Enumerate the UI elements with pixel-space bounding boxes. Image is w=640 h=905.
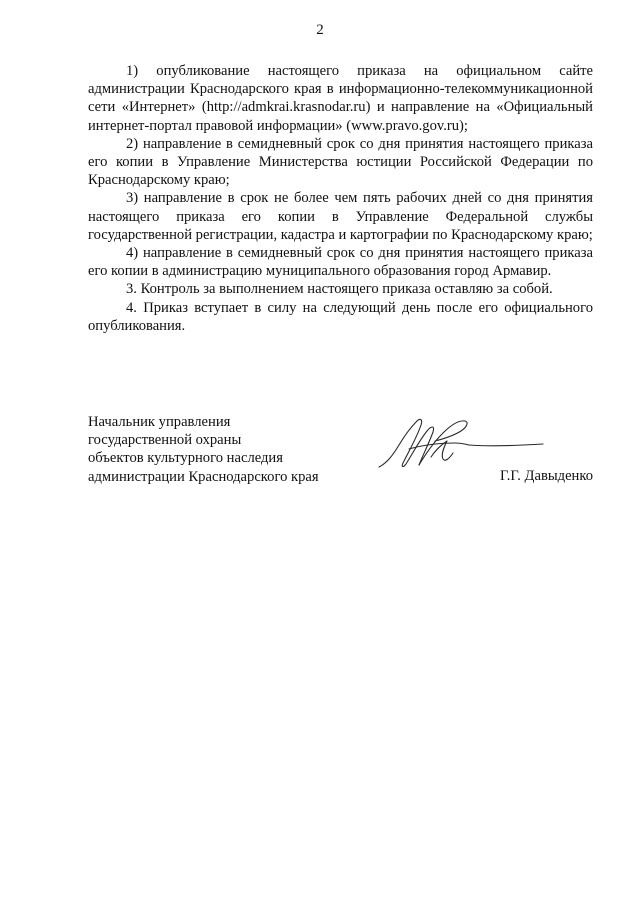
signature-block xyxy=(88,413,593,486)
paragraph-publication: 1) опубликование настоящего приказа на официальном сайте администрации Краснодарского края в информационно-телекоммуникационной сети «Интернет» (http://admkrai.krasnodar.ru) и направление на «Официальный интернет-портал правовой информации» (www.pravo.gov.ru); xyxy=(88,63,593,134)
paragraph-ministry-of-justice: 2) направление в семидневный срок со дня принятия настоящего приказа его копии в Управление Министерства юстиции Российской Федерации по Краснодарскому краю; xyxy=(88,135,593,189)
signer-name: Г.Г. Давыденко xyxy=(499,468,593,484)
paragraph-effective-date: 4. Приказ вступает в силу на следующий день после его официального опубликования. xyxy=(88,299,593,334)
order-body-text xyxy=(88,62,593,335)
signer-title-line: объектов культурного наследия xyxy=(88,450,283,467)
signer-title-line: администрации Краснодарского края xyxy=(88,468,319,485)
paragraph-control: 3. Контроль за выполнением настоящего приказа оставляю за собой. xyxy=(126,281,553,298)
paragraph-armavir: 4) направление в семидневный срок со дня принятия настоящего приказа его копии в администрацию муниципального образования город Армавир. xyxy=(88,245,593,280)
paragraph-rosreestr: 3) направление в срок не более чем пять рабочих дней со дня принятия настоящего приказа его копии в Управление Федеральной службы государственной регистрации, кадастра и картографии по Краснодарскому краю; xyxy=(88,190,593,243)
page-number: 2 xyxy=(316,22,324,38)
signer-title-line: Начальник управления xyxy=(88,414,231,430)
signer-title-line: государственной охраны xyxy=(88,432,242,449)
